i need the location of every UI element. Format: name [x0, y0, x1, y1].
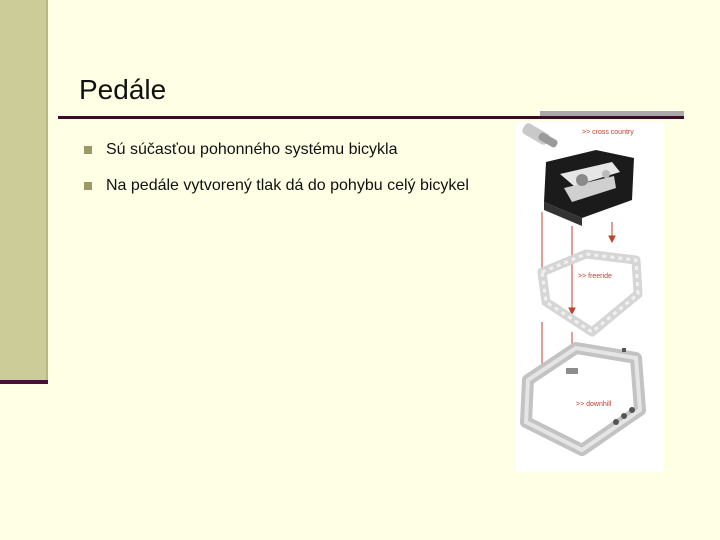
pedal-conversion-image: [516, 122, 664, 472]
freeride-cage: [542, 254, 638, 332]
bullet-list: [84, 140, 469, 212]
cross-country-pedal: [521, 122, 634, 226]
label-downhill: >> downhill: [576, 401, 612, 408]
bullet-item: [84, 176, 469, 196]
title-rule: [58, 116, 684, 119]
left-decorative-band: [0, 0, 46, 384]
downhill-platform: [526, 348, 640, 450]
square-bullet-icon: [84, 182, 92, 190]
bullet-text: Sú súčasťou pohonného systému bicykla: [106, 141, 398, 158]
slide-title: Pedále: [79, 74, 167, 105]
left-band-accent-line: [0, 380, 48, 384]
left-band-edge: [46, 0, 48, 384]
square-bullet-icon: [84, 146, 92, 154]
bullet-item: [84, 140, 469, 160]
label-cross-country: >> cross country: [582, 129, 634, 136]
pedal-illustration: [516, 122, 664, 472]
bullet-text: Na pedále vytvorený tlak dá do pohybu celý bicykel: [106, 177, 469, 194]
label-freeride: >> freeride: [578, 273, 612, 280]
